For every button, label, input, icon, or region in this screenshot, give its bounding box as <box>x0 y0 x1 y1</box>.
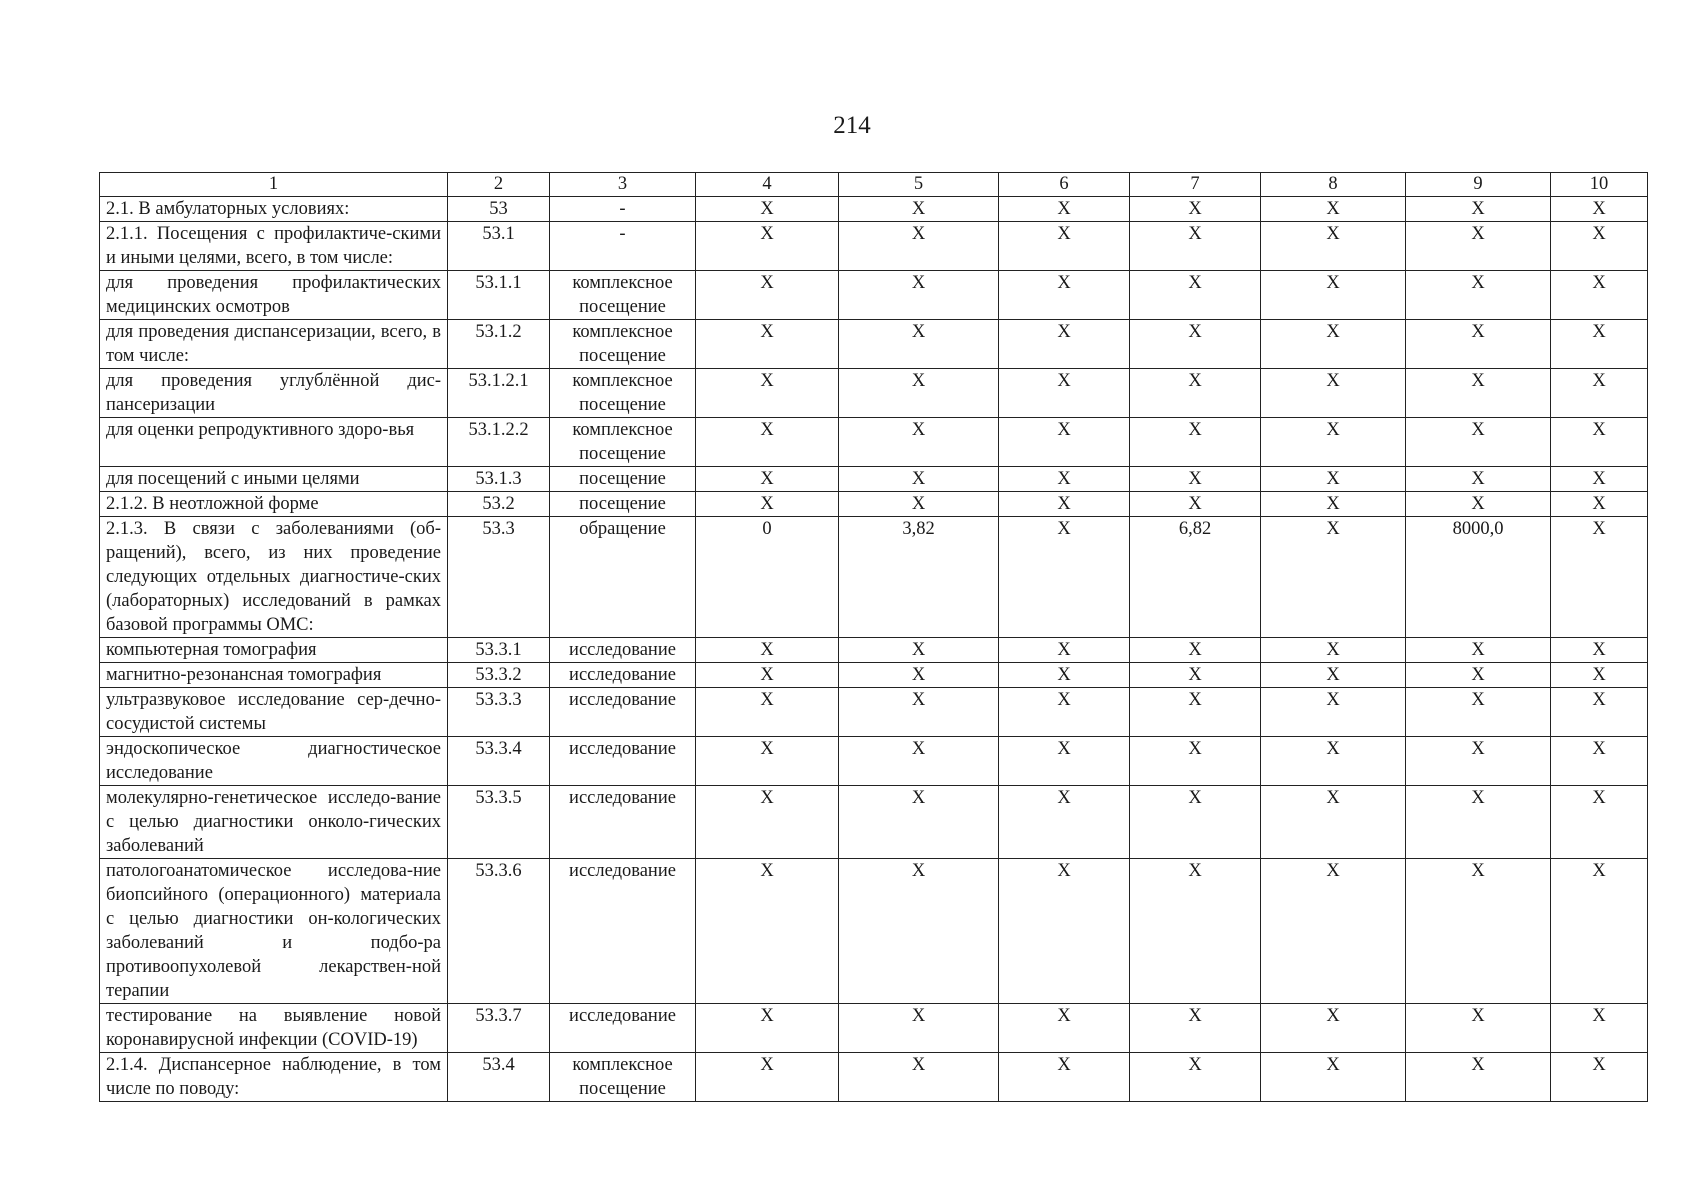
row-value-cell: X <box>1261 1004 1406 1053</box>
page-number: 214 <box>833 112 871 139</box>
row-value-cell: X <box>999 492 1130 517</box>
row-value-cell: X <box>696 786 839 859</box>
row-value-cell: X <box>839 786 999 859</box>
row-unit-cell: посещение <box>550 492 696 517</box>
table-row <box>100 688 1648 737</box>
row-value-cell: X <box>839 320 999 369</box>
row-value-cell: X <box>1551 517 1648 638</box>
row-code-cell: 53.2 <box>448 492 550 517</box>
row-value-cell: X <box>696 271 839 320</box>
row-value-cell: X <box>696 663 839 688</box>
row-code-cell: 53.3 <box>448 517 550 638</box>
column-number-row <box>100 173 1648 197</box>
row-value-cell: X <box>1130 1004 1261 1053</box>
row-value-cell: X <box>696 222 839 271</box>
table-row <box>100 492 1648 517</box>
row-value-cell: X <box>1551 786 1648 859</box>
table-row <box>100 1053 1648 1102</box>
row-code-cell: 53.3.2 <box>448 663 550 688</box>
row-unit-cell: комплексное посещение <box>550 418 696 467</box>
row-value-cell: X <box>1261 638 1406 663</box>
row-name-cell: для проведения диспансеризации, всего, в том числе: <box>100 320 448 369</box>
row-value-cell: X <box>1261 663 1406 688</box>
row-value-cell: X <box>1406 737 1551 786</box>
row-unit-cell: исследование <box>550 638 696 663</box>
table-row <box>100 320 1648 369</box>
row-value-cell: X <box>1551 369 1648 418</box>
column-number-header: 10 <box>1551 173 1648 197</box>
row-unit-cell: исследование <box>550 737 696 786</box>
row-value-cell: X <box>999 369 1130 418</box>
row-value-cell: X <box>839 1053 999 1102</box>
table-row <box>100 369 1648 418</box>
row-value-cell: X <box>999 467 1130 492</box>
table-row <box>100 737 1648 786</box>
row-value-cell: X <box>839 663 999 688</box>
row-code-cell: 53.3.1 <box>448 638 550 663</box>
row-code-cell: 53 <box>448 197 550 222</box>
row-code-cell: 53.1.2.1 <box>448 369 550 418</box>
row-value-cell: X <box>999 688 1130 737</box>
row-unit-cell: обращение <box>550 517 696 638</box>
row-value-cell: X <box>839 197 999 222</box>
row-value-cell: X <box>1130 492 1261 517</box>
row-value-cell: X <box>1406 1004 1551 1053</box>
row-value-cell: X <box>1406 1053 1551 1102</box>
row-value-cell: X <box>1551 638 1648 663</box>
table-row <box>100 1004 1648 1053</box>
row-code-cell: 53.1.1 <box>448 271 550 320</box>
row-code-cell: 53.3.7 <box>448 1004 550 1053</box>
row-value-cell: X <box>696 197 839 222</box>
table-body <box>100 197 1648 1102</box>
row-value-cell: X <box>839 271 999 320</box>
row-value-cell: X <box>1406 467 1551 492</box>
row-value-cell: X <box>696 638 839 663</box>
row-unit-cell: исследование <box>550 688 696 737</box>
row-code-cell: 53.3.6 <box>448 859 550 1004</box>
row-value-cell: X <box>1551 467 1648 492</box>
row-value-cell: X <box>1551 1004 1648 1053</box>
row-value-cell: X <box>839 737 999 786</box>
row-value-cell: 8000,0 <box>1406 517 1551 638</box>
row-name-cell: 2.1.2. В неотложной форме <box>100 492 448 517</box>
row-value-cell: X <box>839 859 999 1004</box>
row-code-cell: 53.1.2 <box>448 320 550 369</box>
row-unit-cell: комплексное посещение <box>550 320 696 369</box>
row-value-cell: X <box>1130 320 1261 369</box>
column-number-header: 7 <box>1130 173 1261 197</box>
table-row <box>100 859 1648 1004</box>
row-value-cell: X <box>1261 271 1406 320</box>
column-number-header: 3 <box>550 173 696 197</box>
row-name-cell: магнитно-резонансная томография <box>100 663 448 688</box>
row-code-cell: 53.1.3 <box>448 467 550 492</box>
row-value-cell: X <box>1551 688 1648 737</box>
row-value-cell: X <box>1261 492 1406 517</box>
row-value-cell: X <box>1551 859 1648 1004</box>
row-name-cell: молекулярно-генетическое исследо-вание с целью диагностики онколо-гических заболеваний <box>100 786 448 859</box>
row-value-cell: X <box>1406 663 1551 688</box>
row-value-cell: X <box>839 492 999 517</box>
row-name-cell: 2.1.4. Диспансерное наблюдение, в том числе по поводу: <box>100 1053 448 1102</box>
row-value-cell: X <box>999 222 1130 271</box>
row-value-cell: X <box>1130 418 1261 467</box>
row-value-cell: X <box>696 737 839 786</box>
row-value-cell: X <box>839 1004 999 1053</box>
row-value-cell: X <box>1130 786 1261 859</box>
row-value-cell: 0 <box>696 517 839 638</box>
row-value-cell: 3,82 <box>839 517 999 638</box>
row-value-cell: X <box>1261 786 1406 859</box>
row-value-cell: X <box>1406 859 1551 1004</box>
row-value-cell: X <box>999 1004 1130 1053</box>
row-value-cell: X <box>696 492 839 517</box>
row-name-cell: эндоскопическое диагностическое исследование <box>100 737 448 786</box>
row-value-cell: X <box>1406 688 1551 737</box>
column-number-header: 9 <box>1406 173 1551 197</box>
row-unit-cell: комплексное посещение <box>550 271 696 320</box>
row-value-cell: X <box>696 1004 839 1053</box>
table-row <box>100 517 1648 638</box>
row-value-cell: X <box>1406 369 1551 418</box>
row-value-cell: X <box>1261 369 1406 418</box>
row-name-cell: 2.1. В амбулаторных условиях: <box>100 197 448 222</box>
table-row <box>100 418 1648 467</box>
row-value-cell: X <box>696 688 839 737</box>
row-value-cell: X <box>1406 786 1551 859</box>
row-code-cell: 53.1.2.2 <box>448 418 550 467</box>
row-value-cell: X <box>1261 320 1406 369</box>
row-name-cell: для проведения углублённой дис-пансеризации <box>100 369 448 418</box>
row-value-cell: X <box>839 369 999 418</box>
row-value-cell: X <box>1261 859 1406 1004</box>
row-value-cell: X <box>999 663 1130 688</box>
row-unit-cell: посещение <box>550 467 696 492</box>
row-value-cell: X <box>839 222 999 271</box>
row-name-cell: для посещений с иными целями <box>100 467 448 492</box>
row-value-cell: X <box>1130 688 1261 737</box>
row-name-cell: патологоанатомическое исследова-ние биопсийного (операционного) материала с целью диагностики он-кологических заболеваний и подбо-ра противоопухолевой лекарствен-ной терапии <box>100 859 448 1004</box>
row-value-cell: X <box>1261 222 1406 271</box>
row-value-cell: X <box>1406 197 1551 222</box>
row-unit-cell: - <box>550 197 696 222</box>
row-name-cell: для проведения профилактических медицинских осмотров <box>100 271 448 320</box>
table-row <box>100 638 1648 663</box>
table-row <box>100 222 1648 271</box>
row-value-cell: X <box>1551 663 1648 688</box>
row-unit-cell: исследование <box>550 1004 696 1053</box>
row-value-cell: X <box>999 197 1130 222</box>
table-row <box>100 197 1648 222</box>
row-value-cell: X <box>1406 418 1551 467</box>
column-number-header: 5 <box>839 173 999 197</box>
row-code-cell: 53.4 <box>448 1053 550 1102</box>
table-row <box>100 786 1648 859</box>
row-value-cell: X <box>999 271 1130 320</box>
row-value-cell: X <box>999 737 1130 786</box>
row-value-cell: X <box>1551 222 1648 271</box>
column-number-header: 1 <box>100 173 448 197</box>
row-value-cell: X <box>999 859 1130 1004</box>
row-unit-cell: - <box>550 222 696 271</box>
row-value-cell: X <box>1130 737 1261 786</box>
row-code-cell: 53.1 <box>448 222 550 271</box>
row-unit-cell: исследование <box>550 859 696 1004</box>
row-value-cell: X <box>1551 1053 1648 1102</box>
column-number-header: 2 <box>448 173 550 197</box>
row-value-cell: X <box>839 467 999 492</box>
row-value-cell: X <box>1261 1053 1406 1102</box>
row-value-cell: X <box>1261 517 1406 638</box>
row-value-cell: X <box>696 369 839 418</box>
row-unit-cell: комплексное посещение <box>550 369 696 418</box>
row-unit-cell: комплексное посещение <box>550 1053 696 1102</box>
row-value-cell: X <box>1406 320 1551 369</box>
row-value-cell: X <box>1551 197 1648 222</box>
column-number-header: 6 <box>999 173 1130 197</box>
row-name-cell: компьютерная томография <box>100 638 448 663</box>
table-row <box>100 663 1648 688</box>
row-code-cell: 53.3.5 <box>448 786 550 859</box>
column-number-header: 4 <box>696 173 839 197</box>
row-value-cell: X <box>1130 467 1261 492</box>
row-value-cell: X <box>1261 737 1406 786</box>
row-value-cell: X <box>696 859 839 1004</box>
row-value-cell: X <box>999 1053 1130 1102</box>
row-unit-cell: исследование <box>550 786 696 859</box>
table-row <box>100 467 1648 492</box>
row-value-cell: X <box>1130 197 1261 222</box>
data-table <box>99 172 1648 1102</box>
row-value-cell: X <box>1406 492 1551 517</box>
row-code-cell: 53.3.4 <box>448 737 550 786</box>
row-code-cell: 53.3.3 <box>448 688 550 737</box>
column-number-header: 8 <box>1261 173 1406 197</box>
row-value-cell: X <box>696 467 839 492</box>
row-value-cell: X <box>1130 638 1261 663</box>
row-name-cell: 2.1.1. Посещения с профилактиче-скими и иными целями, всего, в том числе: <box>100 222 448 271</box>
row-value-cell: X <box>696 320 839 369</box>
row-value-cell: X <box>1551 737 1648 786</box>
row-value-cell: X <box>1406 222 1551 271</box>
row-name-cell: ультразвуковое исследование сер-дечно-сосудистой системы <box>100 688 448 737</box>
row-value-cell: X <box>1406 638 1551 663</box>
row-value-cell: X <box>1130 222 1261 271</box>
row-value-cell: X <box>1130 271 1261 320</box>
row-value-cell: X <box>1406 271 1551 320</box>
row-value-cell: 6,82 <box>1130 517 1261 638</box>
row-value-cell: X <box>839 418 999 467</box>
row-value-cell: X <box>1130 1053 1261 1102</box>
row-value-cell: X <box>999 638 1130 663</box>
row-value-cell: X <box>1551 492 1648 517</box>
row-name-cell: 2.1.3. В связи с заболеваниями (об-ращений), всего, из них проведение следующих отдельных диагностиче-ских (лабораторных) исследований в рамках базовой программы ОМС: <box>100 517 448 638</box>
row-value-cell: X <box>1130 663 1261 688</box>
row-unit-cell: исследование <box>550 663 696 688</box>
row-value-cell: X <box>999 320 1130 369</box>
row-value-cell: X <box>1130 369 1261 418</box>
row-value-cell: X <box>1261 418 1406 467</box>
row-value-cell: X <box>1261 688 1406 737</box>
row-value-cell: X <box>1551 418 1648 467</box>
table-row <box>100 271 1648 320</box>
row-value-cell: X <box>839 688 999 737</box>
row-value-cell: X <box>696 1053 839 1102</box>
row-value-cell: X <box>1261 197 1406 222</box>
row-value-cell: X <box>1551 320 1648 369</box>
row-value-cell: X <box>1551 271 1648 320</box>
row-value-cell: X <box>1130 859 1261 1004</box>
row-value-cell: X <box>696 418 839 467</box>
row-value-cell: X <box>839 638 999 663</box>
row-value-cell: X <box>1261 467 1406 492</box>
row-name-cell: тестирование на выявление новой коронавирусной инфекции (COVID-19) <box>100 1004 448 1053</box>
row-value-cell: X <box>999 418 1130 467</box>
row-value-cell: X <box>999 786 1130 859</box>
row-name-cell: для оценки репродуктивного здоро-вья <box>100 418 448 467</box>
row-value-cell: X <box>999 517 1130 638</box>
